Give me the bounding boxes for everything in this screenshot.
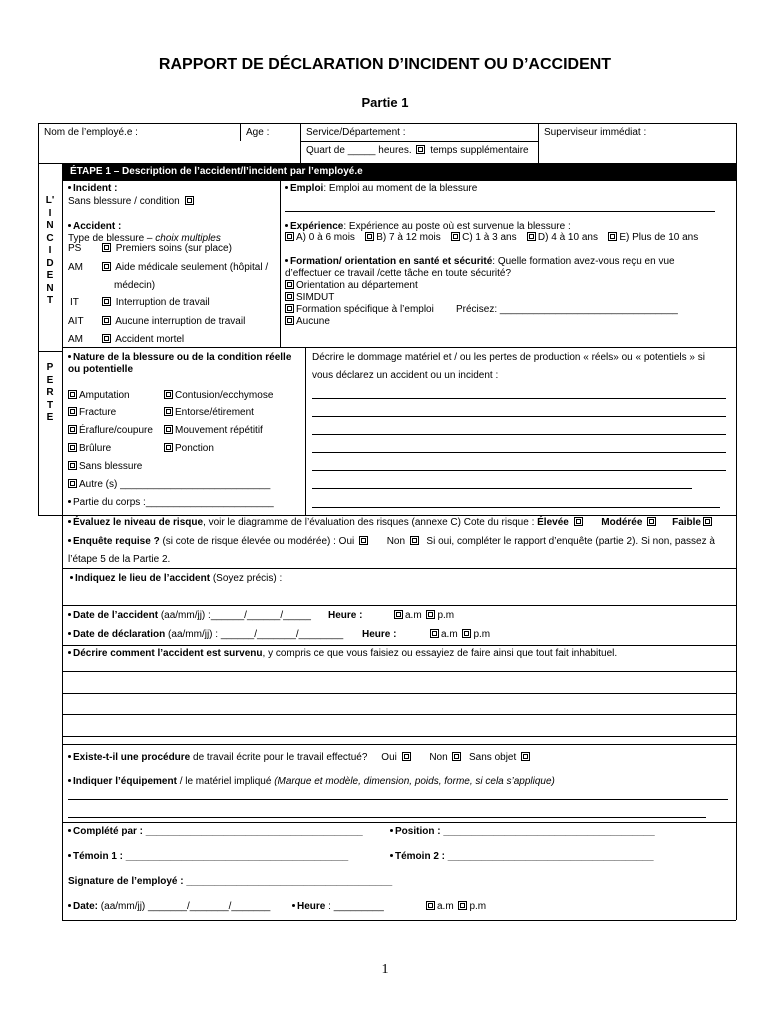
bullet-icon <box>68 904 71 907</box>
form-text: Emploi <box>290 183 324 194</box>
form-text: a.m <box>441 629 458 640</box>
puncture-checkbox[interactable] <box>164 443 173 452</box>
incident-side-label <box>40 195 60 308</box>
form-text: Décrire le dommage matériel et / ou les pertes de production « réels» ou « potentiels » si <box>312 352 705 363</box>
form-text <box>285 221 571 232</box>
rule-line <box>62 736 736 737</box>
sprain-checkbox[interactable] <box>164 407 173 416</box>
bullet-icon <box>70 576 73 579</box>
form-text: C) 1 à 3 ans <box>462 232 517 243</box>
loss-no-injury-checkbox[interactable] <box>68 461 77 470</box>
bullet-icon <box>68 779 71 782</box>
form-text: L' <box>45 195 55 206</box>
bullet-icon <box>68 829 71 832</box>
bullet-icon <box>68 651 71 654</box>
rule-line <box>305 347 306 515</box>
page-subtitle: Partie 1 <box>361 95 409 110</box>
form-text: a.m <box>405 610 422 621</box>
form-text <box>162 443 214 454</box>
form-text: Modérée <box>601 517 643 528</box>
form-text <box>362 629 396 640</box>
first-aid-checkbox[interactable] <box>102 243 111 252</box>
rule-line <box>62 693 736 694</box>
form-text: Contusion/ecchymose <box>175 390 274 401</box>
rule-line <box>300 141 538 142</box>
form-text: Faible <box>672 517 701 528</box>
rule-line <box>285 211 715 212</box>
form-text <box>100 262 268 273</box>
inquiry-yes-checkbox[interactable] <box>359 536 368 545</box>
form-text: T <box>46 295 54 306</box>
form-text <box>283 316 330 327</box>
form-text: temps supplémentaire <box>430 145 529 156</box>
form-text <box>390 851 654 862</box>
bullet-icon <box>285 186 288 189</box>
form-text <box>285 183 477 194</box>
form-text <box>456 304 678 315</box>
rule-line <box>312 470 726 471</box>
form-text: : Quelle formation avez-vous reçu en vue <box>492 256 675 267</box>
form-text <box>283 292 334 303</box>
rule-line <box>62 163 63 920</box>
form-text <box>66 443 111 454</box>
form-text: Sans objet <box>469 752 517 763</box>
form-text <box>68 196 196 207</box>
form-text <box>162 407 254 418</box>
bullet-icon <box>68 755 71 758</box>
exp-a-checkbox[interactable] <box>285 232 294 241</box>
position-field[interactable]: Position : ______________________________________ <box>395 826 655 837</box>
form-text <box>68 851 348 862</box>
amputation-checkbox[interactable] <box>68 390 77 399</box>
form-text: : Expérience au poste où est survenue la blessure : <box>343 221 571 232</box>
bullet-icon <box>68 520 71 523</box>
form-text: T <box>46 399 54 411</box>
form-text <box>162 390 273 401</box>
signoff-am-checkbox[interactable] <box>426 901 435 910</box>
form-text: Élevée <box>537 517 569 528</box>
form-text: N <box>46 282 54 294</box>
form-text: Expérience <box>290 221 344 232</box>
form-text: (Marque et modèle, dimension, poids, forme, si cela s’applique) <box>274 776 555 787</box>
form-text <box>68 629 343 640</box>
form-text: Heure <box>297 901 326 912</box>
form-text: a.m <box>437 901 454 912</box>
form-text: Précisez: ________________________________ <box>456 304 678 315</box>
fatal-checkbox[interactable] <box>102 334 111 343</box>
exp-b-checkbox[interactable] <box>365 232 374 241</box>
form-text <box>328 610 362 621</box>
service-field[interactable]: Service/Département : <box>306 127 406 138</box>
form-text: Accident : <box>73 221 122 232</box>
overtime-checkbox[interactable] <box>416 145 425 154</box>
form-text: Enquête requise ? <box>73 536 160 547</box>
supervisor-field[interactable]: Superviseur immédiat : <box>544 127 647 138</box>
form-text: Accident mortel <box>115 334 185 345</box>
bullet-icon <box>68 186 71 189</box>
rule-line <box>62 920 736 921</box>
form-text: Date de déclaration <box>73 629 166 640</box>
rule-line <box>62 605 736 606</box>
risk-low-checkbox[interactable] <box>703 517 712 526</box>
bullet-icon <box>68 500 71 503</box>
form-text: Sans blessure / condition <box>68 196 180 207</box>
form-text <box>68 243 81 254</box>
form-text <box>68 876 392 887</box>
form-text: d’effectuer ce travail /cette tâche en toute sécurité? <box>285 268 512 279</box>
form-text: Formation spécifique à l’emploi <box>296 304 434 315</box>
signoff-date-field[interactable]: (aa/mm/jj) _______/_______/_______ <box>100 901 271 912</box>
step1-bar: ÉTAPE 1 – Description de l’accident/l’incident par l’employé.e <box>62 163 736 181</box>
form-text: Autre (s) ___________________________ <box>79 479 271 490</box>
rule-line <box>312 452 726 453</box>
form-text <box>424 901 486 912</box>
form-text <box>66 425 153 436</box>
procedure-yes-checkbox[interactable] <box>402 752 411 761</box>
form-text: Premiers soins (sur place) <box>115 243 232 254</box>
form-text: , y compris ce que vous faisiez ou essayiez de faire ainsi que tout fait inhabituel. <box>262 648 618 659</box>
form-text <box>100 243 232 254</box>
form-text: P <box>46 362 54 373</box>
form-text: de travail écrite pour le travail effectué? <box>193 752 368 763</box>
rule-line <box>38 351 39 515</box>
form-text: Quart de _____ heures. <box>306 145 412 156</box>
form-text <box>68 262 83 273</box>
rule-line <box>62 822 736 823</box>
rule-line <box>538 123 539 163</box>
form-text <box>68 901 270 912</box>
form-text <box>162 425 263 436</box>
rule-line <box>38 123 39 163</box>
form-text: Décrire comment l’accident est survenu <box>73 648 263 659</box>
form-text <box>100 297 210 308</box>
form-text: R <box>46 387 54 398</box>
form-text <box>70 297 79 308</box>
form-text: p.m <box>469 901 487 912</box>
rule-line <box>240 123 241 141</box>
risk-high-checkbox[interactable] <box>574 517 583 526</box>
signoff-pm-checkbox[interactable] <box>458 901 467 910</box>
rule-line <box>736 123 737 920</box>
job-training-checkbox[interactable] <box>285 304 294 313</box>
form-text <box>68 183 117 194</box>
form-text: Heure : <box>328 610 363 621</box>
form-text: N <box>46 220 54 231</box>
form-text <box>68 316 84 327</box>
form-text: A) 0 à 6 mois <box>296 232 355 243</box>
rule-line <box>38 123 736 124</box>
form-text: Ponction <box>175 443 214 454</box>
form-text <box>428 629 490 640</box>
rule-line <box>62 347 736 348</box>
form-text <box>283 280 418 291</box>
page-number: 1 <box>381 962 389 977</box>
form-text: AM <box>68 334 83 345</box>
bullet-icon <box>390 854 393 857</box>
rule-line <box>300 123 301 163</box>
form-text: Éraflure/coupure <box>79 425 153 436</box>
rule-line <box>280 181 281 347</box>
form-text: (aa/mm/jj) :______/______/_____ <box>160 610 311 621</box>
witness1-field[interactable]: Témoin 1 : ________________________________________ <box>73 851 349 862</box>
rule-line <box>62 645 736 646</box>
form-text: Mouvement répétitif <box>175 425 263 436</box>
form-text: PS <box>68 243 82 254</box>
form-text: AIT <box>68 316 84 327</box>
form-text: médecin) <box>114 280 156 291</box>
form-text: B) 7 à 12 mois <box>376 232 441 243</box>
rule-line <box>62 671 736 672</box>
work-interruption-checkbox[interactable] <box>102 297 111 306</box>
rule-line <box>38 351 62 352</box>
form-text: SIMDUT <box>296 292 335 303</box>
rule-line <box>68 799 728 800</box>
risk-moderate-checkbox[interactable] <box>647 517 656 526</box>
form-text: Partie du corps :_______________________ <box>73 497 274 508</box>
employee-name-field[interactable]: Nom de l’employé.e : <box>44 127 138 138</box>
rule-line <box>312 507 720 508</box>
form-text <box>66 390 130 401</box>
rule-line <box>62 568 736 569</box>
form-text: , voir le diagramme de l’évaluation des risques (annexe C) Cote du risque : <box>203 517 535 528</box>
form-text: (si cote de risque élevée ou modérée) : Oui <box>162 536 355 547</box>
medical-aid-checkbox[interactable] <box>102 262 111 271</box>
accident-pm-checkbox[interactable] <box>426 610 435 619</box>
bullet-icon <box>68 355 71 358</box>
no-injury-checkbox[interactable] <box>185 196 194 205</box>
form-text <box>68 826 363 837</box>
form-text <box>68 497 274 508</box>
burn-checkbox[interactable] <box>68 443 77 452</box>
form-text <box>66 407 116 418</box>
form-text: choix multiples <box>155 233 221 244</box>
form-text: Date: <box>73 901 99 912</box>
none-checkbox[interactable] <box>285 316 294 325</box>
form-text: E <box>46 374 54 386</box>
declaration-pm-checkbox[interactable] <box>462 629 471 638</box>
age-field[interactable]: Age : <box>246 127 270 138</box>
form-text <box>68 364 133 375</box>
bullet-icon <box>68 613 71 616</box>
form-text: IT <box>70 297 79 308</box>
form-text: Interruption de travail <box>115 297 210 308</box>
form-text <box>285 256 675 267</box>
form-text <box>100 316 245 327</box>
bullet-icon <box>292 904 295 907</box>
form-text <box>68 776 555 787</box>
form-text <box>114 280 155 291</box>
bullet-icon <box>68 539 71 542</box>
form-text: Amputation <box>79 390 130 401</box>
orientation-checkbox[interactable] <box>285 280 294 289</box>
form-text <box>68 517 714 528</box>
form-text: Aucune interruption de travail <box>115 316 246 327</box>
form-text: (aa/mm/jj) : ______/_______/________ <box>168 629 344 640</box>
form-text: Heure : <box>362 629 397 640</box>
rule-line <box>312 488 692 489</box>
form-text: Indiquer l’équipement <box>73 776 177 787</box>
form-text: Brûlure <box>79 443 112 454</box>
form-text: Aide médicale seulement (hôpital / <box>115 262 269 273</box>
bullet-icon <box>68 224 71 227</box>
exp-d-checkbox[interactable] <box>527 232 536 241</box>
form-text <box>68 648 617 659</box>
bullet-icon <box>68 632 71 635</box>
rule-line <box>62 744 736 745</box>
form-text: Type de blessure – <box>68 233 153 244</box>
form-text <box>68 610 311 621</box>
no-work-interruption-checkbox[interactable] <box>102 316 111 325</box>
form-text: D <box>46 257 54 269</box>
inquiry-no-checkbox[interactable] <box>410 536 419 545</box>
declaration-am-checkbox[interactable] <box>430 629 439 638</box>
form-text: Aucune <box>296 316 330 327</box>
rule-line <box>312 398 726 399</box>
form-text: Évaluez le niveau de risque <box>73 517 204 528</box>
contusion-checkbox[interactable] <box>164 390 173 399</box>
form-text: Orientation au département <box>296 280 418 291</box>
signature-field[interactable]: Signature de l’employé : _____________________________________ <box>68 876 393 887</box>
procedure-no-checkbox[interactable] <box>452 752 461 761</box>
form-text: l’étape 5 de la Partie 2. <box>68 554 171 565</box>
form-text: ou potentielle <box>68 364 133 375</box>
rule-line <box>312 416 726 417</box>
repetitive-checkbox[interactable] <box>164 425 173 434</box>
form-text: I <box>48 245 52 256</box>
form-text <box>66 479 270 490</box>
scrape-checkbox[interactable] <box>68 425 77 434</box>
form-text: : Emploi au moment de la blessure <box>323 183 478 194</box>
form-text: E) Plus de 10 ans <box>619 232 699 243</box>
form-text: E <box>46 270 54 281</box>
form-text: Indiquez le lieu de l’accident <box>75 573 211 584</box>
form-text <box>292 901 384 912</box>
form-text: Non <box>429 752 448 763</box>
form-text <box>390 826 655 837</box>
shift-field[interactable] <box>306 145 529 156</box>
bullet-icon <box>285 224 288 227</box>
form-text: Sans blessure <box>79 461 143 472</box>
rule-line <box>38 163 39 351</box>
completed-by-field[interactable]: Complété par : _______________________________________ <box>73 826 363 837</box>
form-text <box>392 610 454 621</box>
rule-line <box>38 515 736 516</box>
accident-am-checkbox[interactable] <box>394 610 403 619</box>
form-text: (Soyez précis) : <box>212 573 283 584</box>
form-text: D) 4 à 10 ans <box>537 232 598 243</box>
form-text: p.m <box>473 629 491 640</box>
rule-line <box>62 714 736 715</box>
page-title: RAPPORT DE DÉCLARATION D’INCIDENT OU D’ACCIDENT <box>158 56 612 73</box>
simdut-checkbox[interactable] <box>285 292 294 301</box>
form-text: Entorse/étirement <box>175 407 254 418</box>
exp-c-checkbox[interactable] <box>451 232 460 241</box>
form-text: / le matériel impliqué <box>179 776 272 787</box>
rule-line <box>68 817 706 818</box>
form-text: AM <box>68 262 83 273</box>
form-text: Incident : <box>73 183 118 194</box>
exp-e-checkbox[interactable] <box>608 232 617 241</box>
form-text: I <box>48 207 52 219</box>
form-text: Oui <box>381 752 397 763</box>
form-text <box>283 304 434 315</box>
fracture-checkbox[interactable] <box>68 407 77 416</box>
form-text: Fracture <box>79 407 117 418</box>
form-text: Si oui, compléter le rapport d’enquête (partie 2). Si non, passez à <box>426 536 715 547</box>
form-text <box>100 334 184 345</box>
signoff-hour-field[interactable]: : _________ <box>328 901 384 912</box>
form-text: Formation/ orientation en santé et sécurité <box>290 256 493 267</box>
form-text: C <box>46 232 54 244</box>
form-text <box>70 573 282 584</box>
form-text <box>68 334 83 345</box>
loss-side-label <box>40 362 60 425</box>
procedure-na-checkbox[interactable] <box>521 752 530 761</box>
form-text <box>68 352 291 363</box>
bullet-icon <box>285 259 288 262</box>
form-text <box>68 752 532 763</box>
rule-line <box>312 434 726 435</box>
form-text <box>68 221 121 232</box>
form-text: vous déclarez un accident ou un incident : <box>312 370 499 381</box>
form-text: Nature de la blessure ou de la condition réelle <box>73 352 292 363</box>
form-text <box>68 536 715 547</box>
form-text <box>285 268 511 279</box>
form-text: E <box>46 412 54 423</box>
form-text <box>66 461 142 472</box>
form-text: Non <box>386 536 406 547</box>
form-text <box>283 232 698 243</box>
form-text: Existe-t-il une procédure <box>73 752 191 763</box>
bullet-icon <box>390 829 393 832</box>
witness2-field[interactable]: Témoin 2 : _____________________________________ <box>395 851 654 862</box>
form-text: p.m <box>437 610 455 621</box>
form-text: Date de l’accident <box>73 610 159 621</box>
bullet-icon <box>68 854 71 857</box>
other-checkbox[interactable] <box>68 479 77 488</box>
